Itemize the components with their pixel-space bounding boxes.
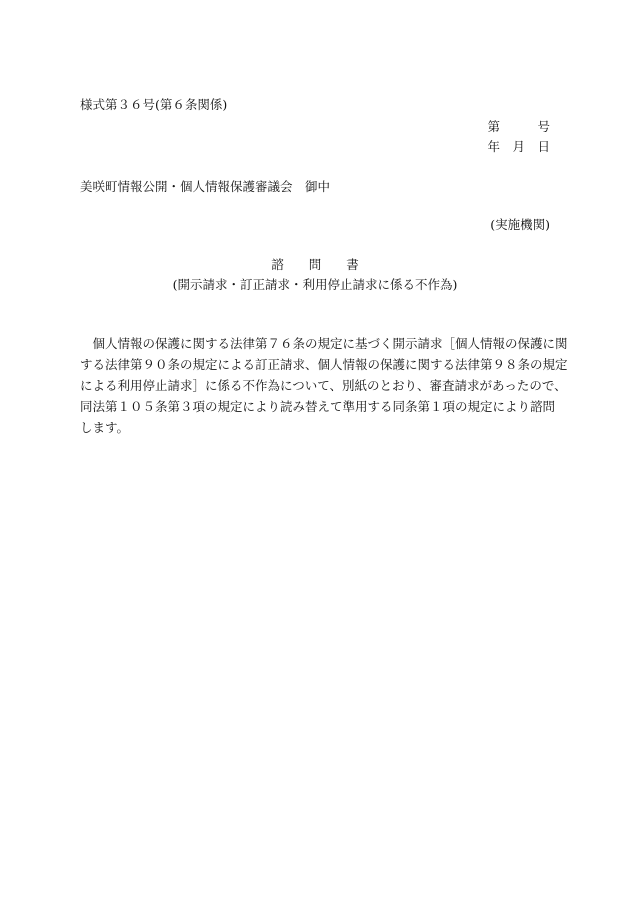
document-title: 諮 問 書: [271, 257, 359, 272]
document-number-label: 第 号: [487, 119, 550, 134]
form-number: 様式第３６号(第６条関係): [80, 97, 228, 112]
body-line: する法律第９０条の規定による訂正請求、個人情報の保護に関する法律第９８条の規定: [80, 357, 568, 372]
body-line: 同法第１０５条第３項の規定により読み替えて準用する同条第１項の規定により諮問: [80, 399, 556, 414]
number-date-block: [460, 117, 550, 157]
body-line: による利用停止請求］に係る不作為について、別紙のとおり、審査請求があったので、: [80, 378, 567, 393]
body-line: します。: [80, 420, 130, 435]
body-paragraph: [80, 333, 568, 438]
addressee: 美咲町情報公開・個人情報保護審議会 御中: [80, 179, 331, 194]
document-subtitle: (開示請求・訂正請求・利用停止請求に係る不作為): [172, 277, 458, 292]
agency-name: (実施機関): [490, 217, 550, 232]
body-line: 個人情報の保護に関する法律第７６条の規定に基づく開示請求［個人情報の保護に関: [80, 336, 568, 351]
document-date-label: 年 月 日: [487, 139, 550, 154]
